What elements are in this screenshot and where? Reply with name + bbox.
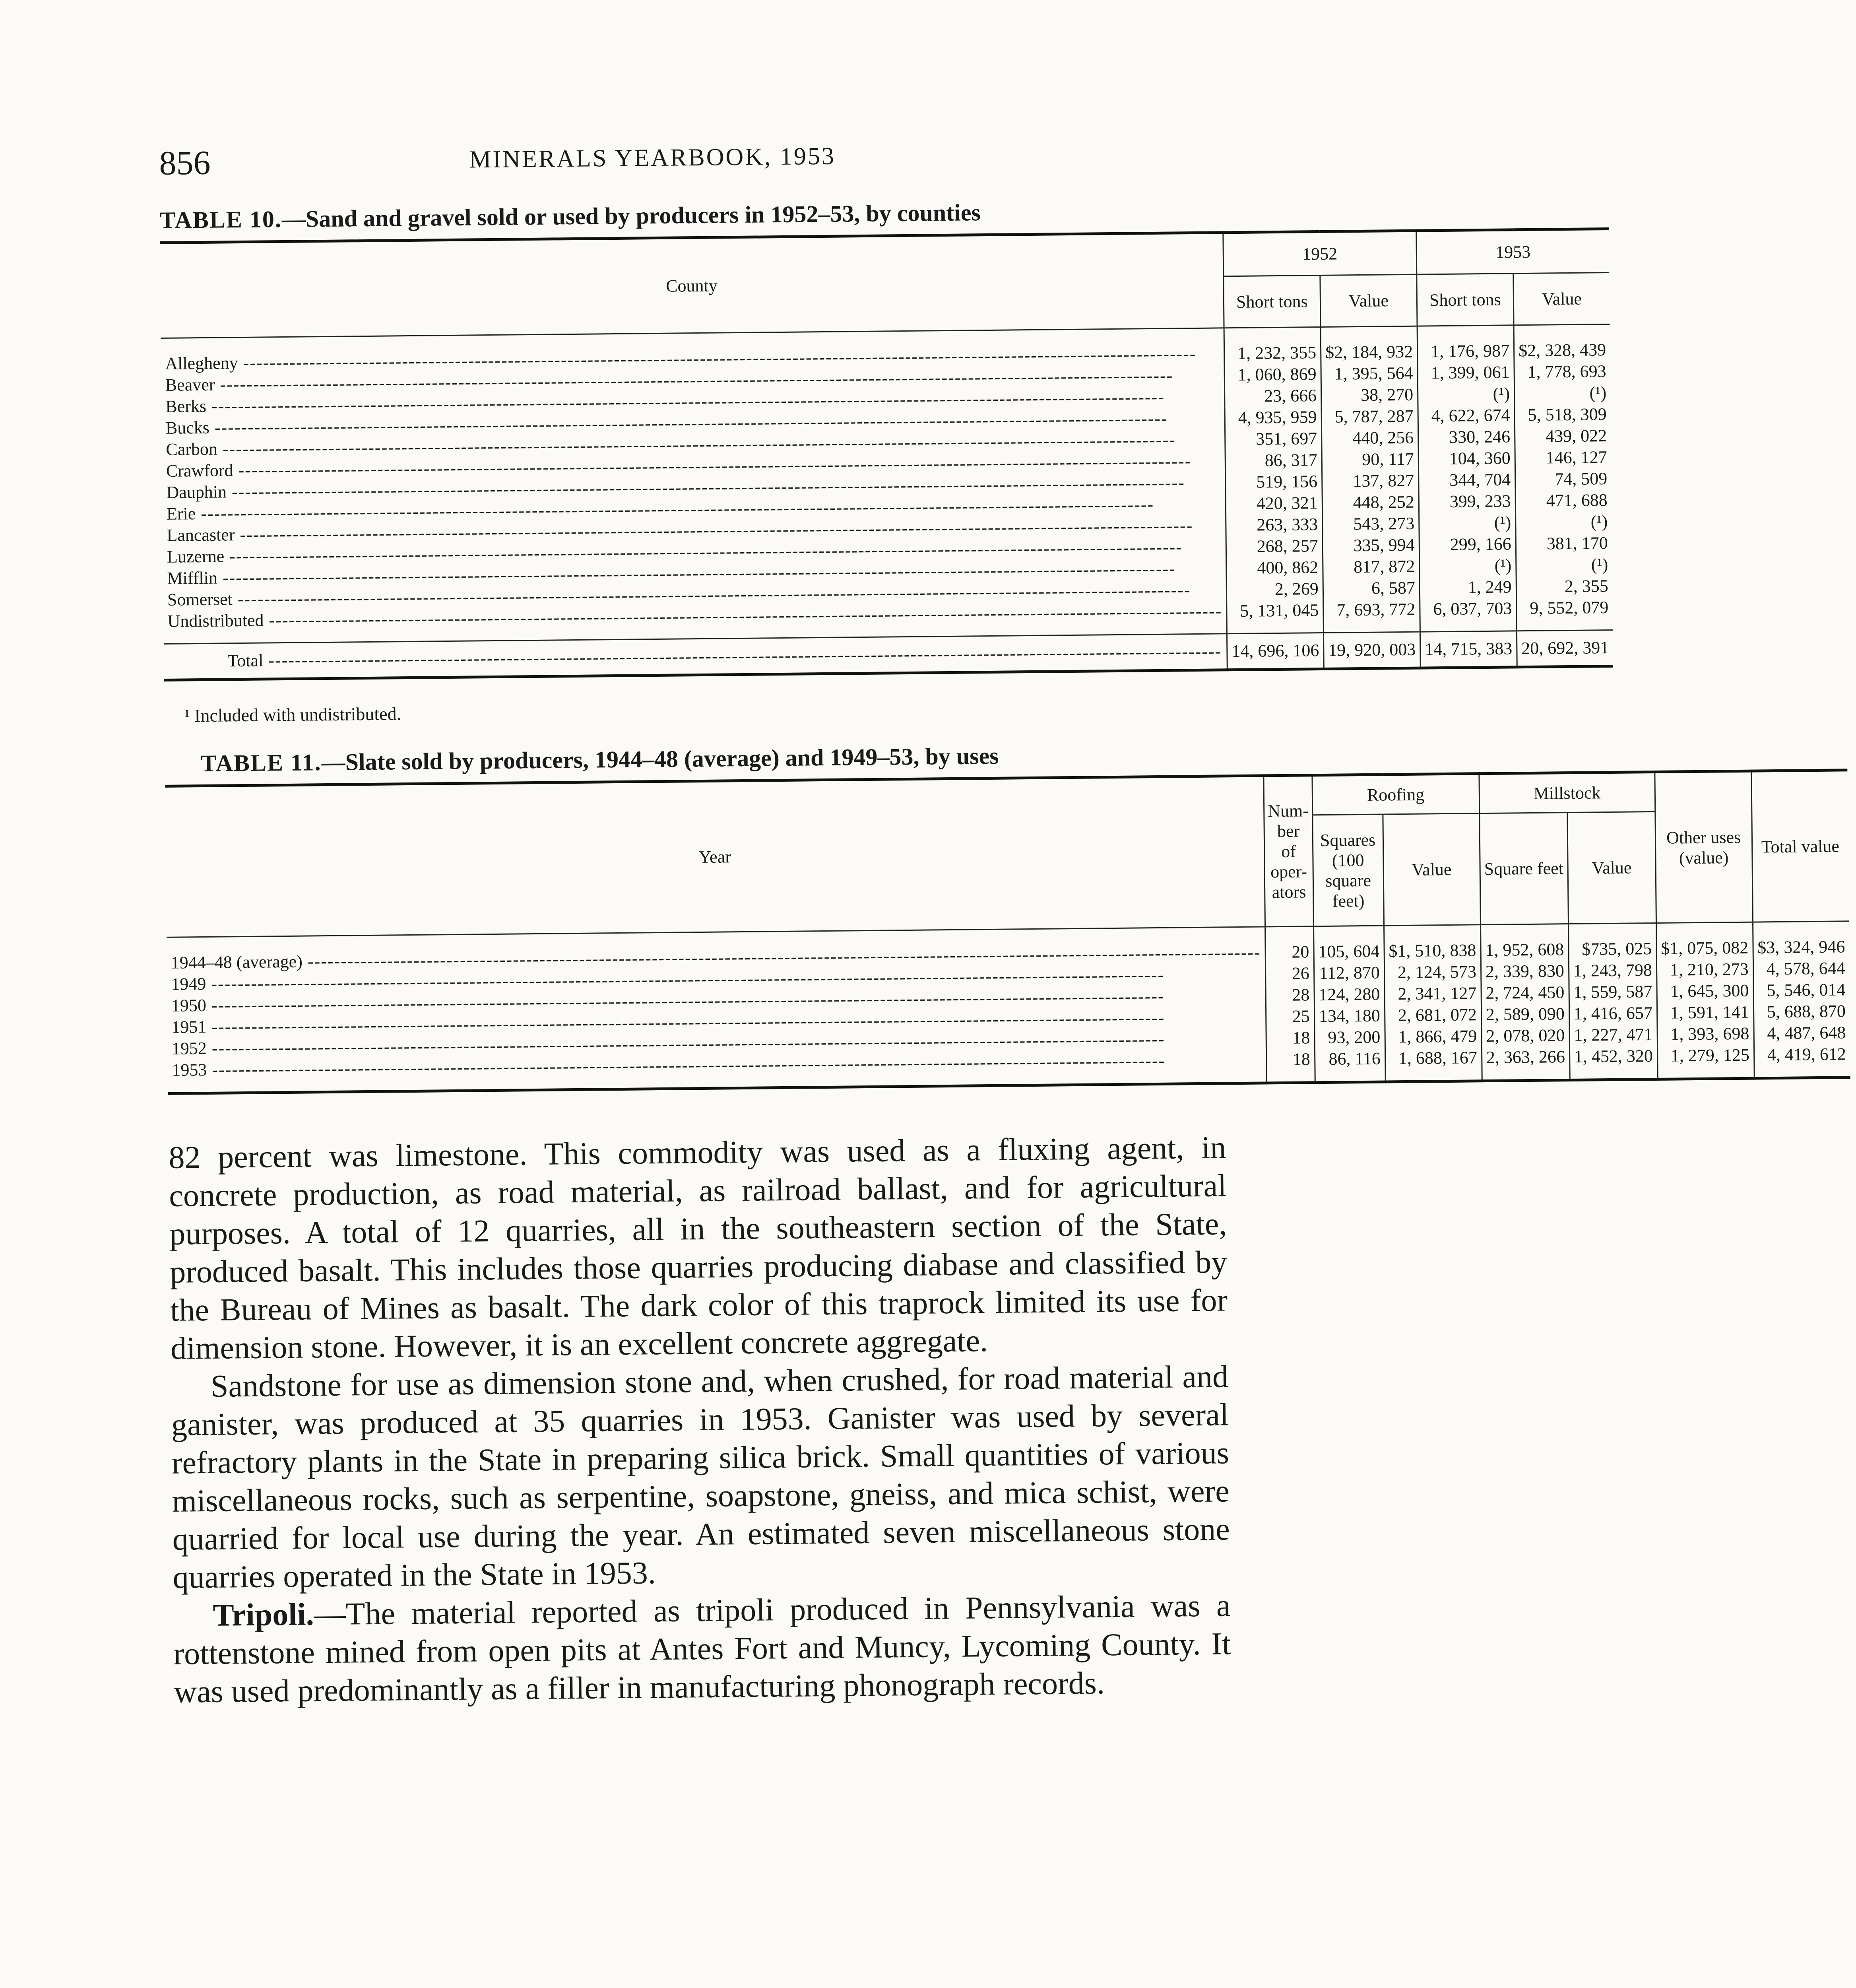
table10-title: —Sand and gravel sold or used by producers in 1952–53, by counties (281, 199, 981, 233)
roofing-squares: 124, 280 (1314, 984, 1385, 1006)
total-label: Total ----- (164, 634, 1227, 680)
roofing-value: 1, 866, 479 (1385, 1025, 1482, 1048)
value-1952: 543, 273 (1323, 513, 1420, 535)
tons-1952: 420, 321 (1226, 492, 1323, 514)
total-value: 4, 487, 648 (1754, 1022, 1850, 1044)
document-page (159, 133, 1846, 1711)
value-1953: (¹) (1516, 554, 1612, 576)
col-squares: Squares (100 square feet) (1313, 814, 1384, 926)
value-1953: 146, 127 (1515, 447, 1611, 469)
tons-1952: 5, 131, 045 (1227, 600, 1324, 634)
other-uses-value: 1, 393, 698 (1657, 1023, 1754, 1045)
roofing-value: 2, 681, 072 (1385, 1004, 1482, 1026)
operators: 28 (1266, 984, 1314, 1006)
year-label: 1950 ----- (167, 984, 1266, 1017)
value-1953: 381, 170 (1516, 532, 1612, 555)
county-name: Crawford ----- (162, 450, 1226, 482)
tons-1952: 1, 232, 355 (1224, 327, 1321, 364)
value-1952: 6, 587 (1323, 577, 1420, 600)
millstock-value: 1, 227, 471 (1569, 1024, 1658, 1046)
tons-1952: 351, 697 (1225, 428, 1322, 450)
table11-caption (201, 740, 1223, 777)
roofing-squares: 93, 200 (1315, 1027, 1385, 1049)
millstock-square-feet: 2, 589, 090 (1481, 1003, 1569, 1025)
value-1953: 74, 509 (1515, 468, 1611, 490)
county-name: Berks ----- (161, 386, 1225, 417)
value-1953: 5, 518, 309 (1515, 404, 1611, 426)
running-head (159, 133, 1217, 191)
tons-1953: 1, 399, 061 (1418, 361, 1515, 384)
tons-1953: 399, 233 (1419, 490, 1516, 513)
tons-1952: 400, 862 (1226, 557, 1323, 579)
table10-caption (160, 196, 1218, 234)
paragraph-tripoli (173, 1586, 1232, 1711)
total-value-1953: 20, 692, 391 (1517, 630, 1613, 667)
millstock-value: 1, 416, 657 (1569, 1002, 1657, 1025)
value-1953: 1, 778, 693 (1514, 361, 1610, 383)
col-year-1953: 1953 (1416, 229, 1610, 275)
tons-1952: 23, 666 (1224, 385, 1321, 407)
total-value: 5, 688, 870 (1753, 1000, 1850, 1023)
other-uses-value: 1, 591, 141 (1657, 1002, 1754, 1024)
value-1952: 137, 827 (1322, 470, 1419, 492)
tripoli-heading: Tripoli. (213, 1597, 314, 1633)
col-short-tons-1952: Short tons (1224, 275, 1321, 328)
roofing-value: $1, 510, 838 (1384, 925, 1481, 962)
county-name: Carbon ----- (162, 429, 1225, 460)
county-name: Lancaster ----- (163, 514, 1226, 546)
tons-1953: (¹) (1418, 383, 1515, 405)
table11 (165, 769, 1850, 1095)
roofing-squares: 134, 180 (1314, 1005, 1385, 1027)
year-label: 1951 ----- (167, 1006, 1266, 1038)
value-1952: 5, 787, 287 (1321, 406, 1418, 428)
year-label: 1953 ----- (168, 1049, 1266, 1093)
total-value: $3, 324, 946 (1753, 921, 1849, 959)
operators: 26 (1265, 963, 1314, 984)
col-value-1952: Value (1320, 274, 1417, 327)
millstock-square-feet: 2, 724, 450 (1481, 982, 1569, 1004)
col-other-uses: Other uses (value) (1655, 771, 1753, 923)
tons-1953: 1, 249 (1420, 576, 1517, 598)
other-uses-value: 1, 210, 273 (1656, 959, 1753, 981)
col-square-feet: Square feet (1480, 813, 1569, 925)
tons-1953: 4, 622, 674 (1418, 404, 1515, 427)
operators: 18 (1266, 1027, 1315, 1049)
other-uses-value: 1, 279, 125 (1657, 1044, 1754, 1079)
operators: 18 (1266, 1048, 1315, 1083)
table10 (160, 227, 1613, 681)
tons-1952: 86, 317 (1225, 449, 1322, 472)
value-1952: 38, 270 (1321, 384, 1418, 406)
table11-title: —Slate sold by producers, 1944–48 (average) and 1949–53, by uses (321, 742, 999, 776)
page-number: 856 (159, 143, 211, 182)
county-name: Bucks ----- (162, 407, 1225, 439)
millstock-square-feet: 2, 339, 830 (1481, 960, 1569, 982)
total-value-1952: 19, 920, 003 (1323, 632, 1420, 669)
roofing-value: 2, 341, 127 (1385, 982, 1482, 1005)
total-tons-1953: 14, 715, 383 (1420, 631, 1517, 668)
col-millstock-value: Value (1567, 812, 1656, 924)
tons-1953: (¹) (1419, 512, 1516, 534)
col-short-tons-1953: Short tons (1417, 274, 1514, 326)
tons-1953: 330, 246 (1418, 426, 1515, 448)
county-name: Somerset ----- (163, 579, 1227, 611)
total-value: 4, 578, 644 (1753, 957, 1849, 980)
millstock-value: $735, 025 (1568, 923, 1656, 960)
col-value-1953: Value (1513, 272, 1610, 325)
county-name: Allegheny ----- (161, 328, 1224, 375)
value-1953: (¹) (1514, 382, 1610, 404)
total-value: 4, 419, 612 (1754, 1043, 1850, 1078)
total-tons-1952: 14, 696, 106 (1227, 633, 1324, 670)
tons-1953: 299, 166 (1419, 533, 1516, 555)
value-1953: 471, 688 (1515, 489, 1612, 512)
tons-1952: 2, 269 (1226, 578, 1323, 600)
millstock-value: 1, 559, 587 (1569, 981, 1657, 1003)
value-1953: $2, 328, 439 (1514, 324, 1610, 361)
tons-1953: 104, 360 (1418, 447, 1515, 470)
col-roofing-value: Value (1383, 813, 1481, 926)
group-millstock: Millstock (1479, 772, 1655, 813)
county-name: Dauphin ----- (162, 472, 1226, 503)
value-1953: (¹) (1515, 511, 1612, 533)
tons-1953: 344, 704 (1418, 469, 1515, 491)
table10-number: TABLE 10. (159, 206, 282, 233)
col-county: County (160, 233, 1224, 338)
value-1953: 2, 355 (1516, 575, 1612, 598)
tons-1952: 263, 333 (1226, 514, 1323, 536)
millstock-square-feet: 1, 952, 608 (1480, 924, 1569, 961)
col-year: Year (165, 776, 1265, 938)
running-title: MINERALS YEARBOOK, 1953 (469, 142, 836, 173)
table11-number: TABLE 11. (200, 749, 322, 777)
roofing-squares: 86, 116 (1315, 1048, 1385, 1082)
operators: 25 (1266, 1006, 1314, 1027)
col-operators: Num-ber of oper-ators (1264, 775, 1313, 927)
county-name: Undistributed ----- (163, 600, 1227, 644)
value-1952: 817, 872 (1323, 556, 1420, 578)
millstock-value: 1, 452, 320 (1569, 1045, 1658, 1080)
roofing-value: 1, 688, 167 (1385, 1047, 1482, 1082)
other-uses-value: $1, 075, 082 (1656, 922, 1753, 959)
value-1952: 7, 693, 772 (1323, 599, 1420, 633)
other-uses-value: 1, 645, 300 (1657, 980, 1754, 1002)
value-1953: 9, 552, 079 (1517, 597, 1613, 631)
total-value: 5, 546, 014 (1753, 979, 1850, 1001)
roofing-value: 2, 124, 573 (1384, 961, 1481, 983)
county-name: Mifflin ----- (163, 557, 1226, 589)
value-1952: 440, 256 (1321, 427, 1418, 449)
millstock-square-feet: 2, 363, 266 (1482, 1046, 1570, 1081)
col-year-1952: 1952 (1223, 231, 1417, 276)
county-name: Luzerne ----- (163, 536, 1226, 568)
paragraph-limestone-basalt: 82 percent was limestone. This commodity was used as a fluxing agent, in concrete production, as road material, as railroad ballast, and for agricultural purposes. A total of 12 quarries, all in the southeastern section of the State, produced basalt. This includes those quarries producing diabase and classified by the Bureau of Mines as basalt. The dark color of this traprock limited its use for dimension stone. However, it is an excellent concrete aggregate. (169, 1130, 1228, 1366)
tons-1952: 4, 935, 959 (1225, 406, 1322, 429)
year-label: 1944–48 (average) ----- (167, 927, 1265, 974)
value-1952: 448, 252 (1322, 491, 1419, 514)
value-1953: 439, 022 (1515, 425, 1611, 447)
value-1952: $2, 184, 932 (1321, 326, 1418, 363)
col-total-value: Total value (1751, 770, 1849, 922)
county-name: Beaver ----- (161, 364, 1225, 396)
tons-1952: 1, 060, 869 (1224, 363, 1321, 386)
roofing-squares: 112, 870 (1314, 962, 1385, 984)
tons-1953: 1, 176, 987 (1417, 325, 1514, 363)
year-label: 1949 ----- (167, 963, 1266, 995)
value-1952: 90, 117 (1322, 448, 1419, 471)
tons-1953: 6, 037, 703 (1420, 598, 1517, 632)
year-label: 1952 ----- (168, 1027, 1266, 1060)
tons-1952: 268, 257 (1226, 535, 1323, 557)
millstock-square-feet: 2, 078, 020 (1482, 1025, 1570, 1047)
table10-footnote: ¹ Included with undistributed. (184, 703, 401, 726)
operators: 20 (1265, 926, 1314, 963)
body-text (169, 1128, 1232, 1711)
county-name: Erie ----- (163, 493, 1226, 525)
tons-1953: (¹) (1420, 555, 1517, 577)
tripoli-text: —The material reported as tripoli produced in Pennsylvania was a rottenstone mined from open pits at Antes Fort and Muncy, Lycoming County. It was used predominantly as a filler in manufacturing phonograph records. (173, 1588, 1231, 1710)
roofing-squares: 105, 604 (1313, 926, 1384, 963)
tons-1952: 519, 156 (1225, 471, 1322, 493)
value-1952: 335, 994 (1323, 534, 1420, 557)
value-1952: 1, 395, 564 (1321, 363, 1418, 385)
millstock-value: 1, 243, 798 (1569, 959, 1657, 982)
paragraph-sandstone: Sandstone for use as dimension stone and, when crushed, for road material and ganister, was produced at 35 quarries in 1953. Ganister was used by several refractory plants in the State in preparing silica brick. Small quantities of various miscellaneous rocks, such as serpentine, soapstone, gneiss, and mica schist, were quarried for local use during the year. An estimated seven miscellaneous stone quarries operated in the State in 1953. (171, 1359, 1230, 1595)
group-roofing: Roofing (1312, 774, 1480, 815)
